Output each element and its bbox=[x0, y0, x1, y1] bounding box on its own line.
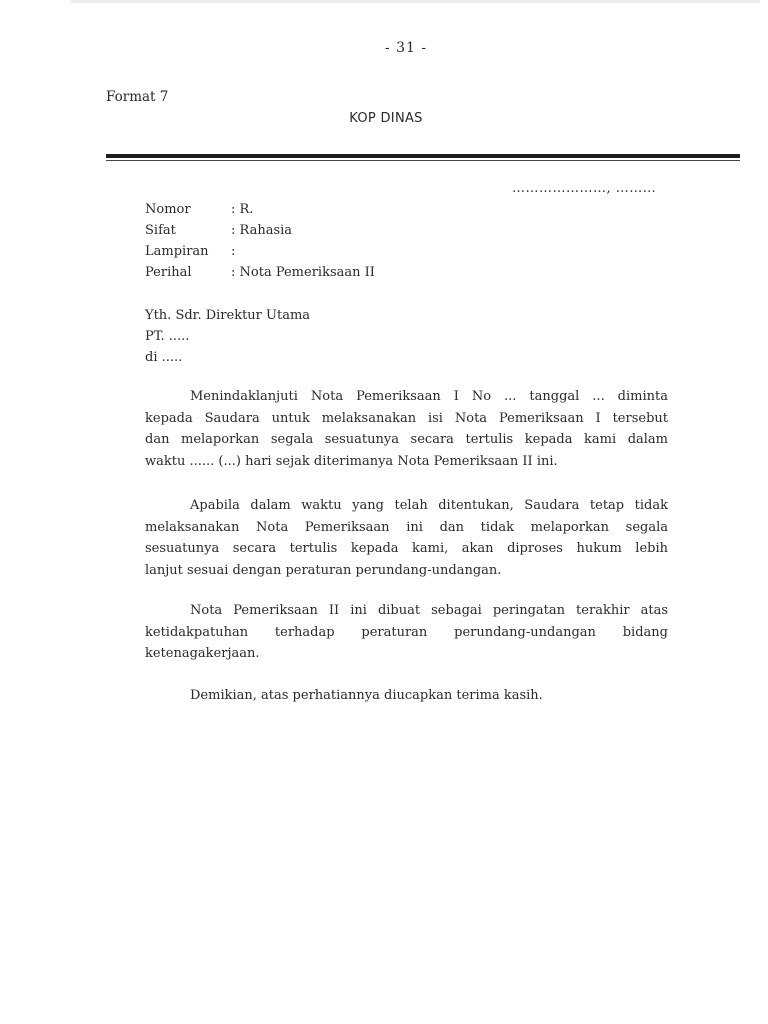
paragraph-line: melaksanakan Nota Pemeriksaan ini dan tidak melaporkan segala bbox=[145, 519, 668, 535]
paragraph-line: ketenagakerjaan. bbox=[145, 646, 260, 661]
page-number: - 31 - bbox=[384, 40, 428, 56]
paragraph-line: waktu ...... (...) hari sejak diterimanya Nota Pemeriksaan II ini. bbox=[145, 453, 558, 469]
paragraph-line: Menindaklanjuti Nota Pemeriksaan I No ... tanggal ... diminta bbox=[190, 389, 668, 404]
meta-row-sifat bbox=[145, 220, 375, 241]
meta-row-lampiran bbox=[145, 241, 375, 262]
letterhead-rule-thin bbox=[106, 160, 740, 161]
meta-label: Perihal bbox=[145, 265, 192, 280]
paragraph-line: Demikian, atas perhatiannya diucapkan terima kasih. bbox=[190, 688, 543, 703]
paragraph-line: ketidakpatuhan terhadap peraturan perundang-undangan bidang bbox=[145, 624, 668, 640]
paragraph-line: kepada Saudara untuk melaksanakan isi Nota Pemeriksaan I tersebut bbox=[145, 410, 668, 426]
paragraph-1 bbox=[145, 386, 668, 472]
meta-value: : bbox=[231, 244, 236, 259]
addressee-line: PT. ..... bbox=[145, 329, 190, 344]
meta-value: : R. bbox=[231, 202, 254, 217]
meta-label: Nomor bbox=[145, 202, 191, 217]
letterhead-title: KOP DINAS bbox=[349, 111, 423, 126]
meta-row-perihal bbox=[145, 262, 375, 283]
meta-value: : Rahasia bbox=[231, 223, 293, 238]
paragraph-line: dan melaporkan segala sesuatunya secara tertulis kepada kami dalam bbox=[145, 432, 668, 447]
meta-label: Sifat bbox=[145, 223, 176, 238]
letterhead-rule-thick bbox=[106, 154, 740, 158]
meta-value: : Nota Pemeriksaan II bbox=[231, 265, 375, 280]
addressee-block bbox=[145, 305, 310, 368]
letter-meta bbox=[145, 199, 375, 283]
meta-row-nomor bbox=[145, 199, 375, 220]
paragraph-line: lanjut sesuai dengan peraturan perundang-undangan. bbox=[145, 562, 502, 578]
paragraph-line: Nota Pemeriksaan II ini dibuat sebagai peringatan terakhir atas bbox=[190, 603, 668, 618]
paragraph-3 bbox=[145, 600, 668, 665]
place-date: …………………, ……… bbox=[512, 181, 657, 196]
paragraph-line: Apabila dalam waktu yang telah ditentukan, Saudara tetap tidak bbox=[190, 498, 668, 513]
addressee-line: di ..... bbox=[145, 350, 183, 365]
paragraph-2 bbox=[145, 495, 668, 581]
addressee-line: Yth. Sdr. Direktur Utama bbox=[145, 308, 311, 323]
format-label: Format 7 bbox=[106, 89, 169, 105]
paragraph-line: sesuatunya secara tertulis kepada kami, akan diproses hukum lebih bbox=[145, 541, 668, 556]
scan-edge-shadow bbox=[70, 0, 760, 3]
paragraph-4 bbox=[145, 685, 668, 707]
meta-label: Lampiran bbox=[145, 244, 209, 259]
